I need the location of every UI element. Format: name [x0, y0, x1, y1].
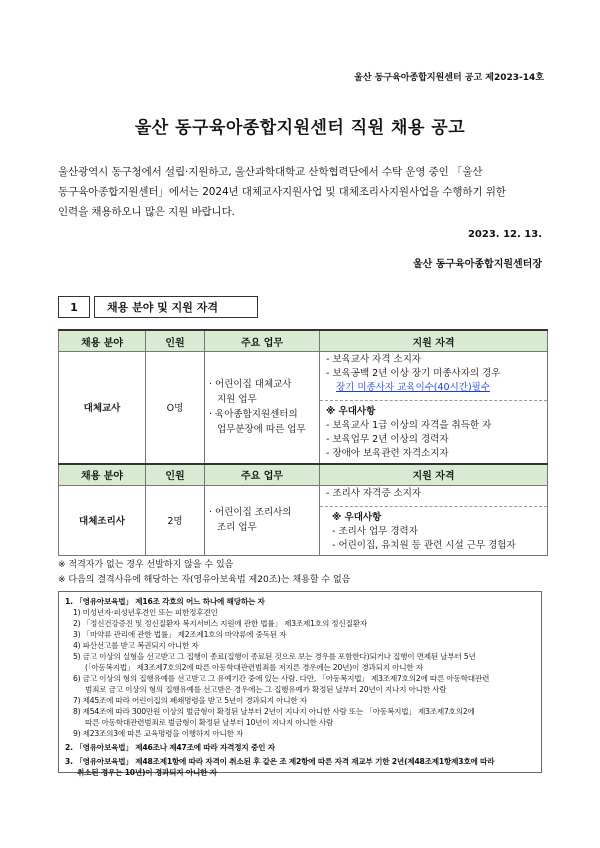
- qualification-cell: [320, 352, 548, 464]
- count-cell: O명: [146, 352, 205, 464]
- preference-title: ※ 우대사항: [332, 512, 382, 523]
- qualification-line: - 보육교사 자격 소지자: [326, 354, 422, 366]
- duty-line: · 육아종합지원센터의: [209, 409, 298, 421]
- preference-title: ※ 우대사항: [326, 406, 376, 418]
- recruitment-table: [58, 329, 548, 556]
- col-header-field: 채용 분야: [59, 464, 146, 486]
- disq-heading: 1. 「영유아보육법」 제16조 각호의 어느 하나에 해당하는 자: [65, 597, 265, 606]
- disq-item: 따른 아동학대관련범죄로 벌금형이 확정된 날부터 10년이 지나지 아니한 사람: [85, 718, 334, 727]
- disq-item: 9) 제23조의3에 따른 교육명령을 이행하지 아니한 자: [73, 729, 244, 738]
- duty-line: 조리 업무: [217, 522, 257, 533]
- intro-line: 인력을 채용하오니 많은 지원 바랍니다.: [58, 206, 235, 218]
- page-title: 울산 동구육아종합지원센터 직원 채용 공고: [134, 118, 466, 138]
- preference-line: - 장애아 보육관련 자격소지자: [326, 448, 449, 460]
- col-header-count: 인원: [146, 464, 205, 486]
- disq-item: 5) 금고 이상의 실형을 선고받고 그 집행이 종료(집행이 종료된 것으로 보는 경우를 포함한다)되거나 집행이 면제된 날부터 5년: [73, 652, 476, 661]
- col-header-duty: 주요 업무: [205, 330, 320, 352]
- col-header-qualification: 지원 자격: [320, 464, 548, 486]
- duty-line: 업무분장에 따른 업무: [217, 424, 306, 436]
- section-title: 채용 분야 및 지원 자격: [94, 296, 258, 318]
- section-header: [58, 296, 258, 318]
- preference-line: - 보육교사 1급 이상의 자격을 취득한 자: [326, 420, 492, 432]
- count-cell: 2명: [146, 485, 205, 555]
- disqualification-box: [58, 591, 542, 777]
- notice-number: 울산 동구육아종합지원센터 공고 제2023-14호: [354, 73, 544, 83]
- disq-item: 범죄로 금고 이상의 형의 집행유예를 선고받은 경우에는 그 집행유예가 확정된 날부터 20년이 지나지 아니한 사람: [85, 685, 447, 694]
- qualification-line: - 보육공백 2년 이상 장기 미종사자의 경우: [326, 368, 501, 380]
- col-header-field: 채용 분야: [59, 330, 146, 352]
- duty-cell: [205, 485, 320, 555]
- intro-line: 동구육아종합지원센터」에서는 2024년 대체교사지원사업 및 대체조리사지원사업을 수행하기 위한: [58, 186, 506, 198]
- intro-paragraph: [58, 162, 548, 222]
- disq-item: 4) 파산선고를 받고 복권되지 아니한 자: [73, 641, 199, 650]
- table-header-row: [59, 330, 548, 352]
- issuer-name: 울산 동구육아종합지원센터장: [412, 259, 542, 270]
- disq-item: 8) 제54조에 따라 300만원 이상의 벌금형이 확정된 날부터 2년이 지나지 아니한 사람 또는 「아동복지법」 제3조제7호의2에: [73, 707, 475, 716]
- qualification-cell: [320, 485, 548, 555]
- col-header-count: 인원: [146, 330, 205, 352]
- disq-item: (「아동복지법」 제3조제7호의2에 따른 아동학대관련범죄를 저지른 경우에는 20년)이 경과되지 아니한 자: [85, 663, 423, 672]
- intro-line: 울산광역시 동구청에서 설립·지원하고, 울산과학대학교 산학협력단에서 수탁 운영 중인 「울산: [58, 166, 483, 178]
- col-header-qualification: 지원 자격: [320, 330, 548, 352]
- note-line: ※ 적격자가 없는 경우 선발하지 않을 수 있음: [58, 560, 234, 570]
- disq-heading: 3. 「영유아보육법」 제48조제1항에 따라 자격이 취소된 후 같은 조 제2항에 따른 자격 재교부 기한 2년(제48조제1항제3호에 따라: [65, 757, 495, 766]
- table-row: [59, 485, 548, 555]
- notice-date: 2023. 12. 13.: [467, 229, 542, 240]
- table-header-row: [59, 464, 548, 486]
- col-header-duty: 주요 업무: [205, 464, 320, 486]
- section-number: 1: [58, 296, 90, 318]
- divider: [320, 400, 547, 401]
- disq-heading: 취소된 경우는 10년)이 경과되지 아니한 자: [77, 768, 217, 777]
- training-requirement-link[interactable]: 장기 미종사자 교육이수(40시간)필수: [336, 382, 491, 394]
- duty-line: · 어린이집 조리사의: [209, 507, 292, 518]
- field-cell: 대체조리사: [59, 485, 146, 555]
- disq-item: 2) 「정신건강증진 및 정신질환자 복지서비스 지원에 관한 법률」 제3조제1호의 정신질환자: [73, 619, 367, 628]
- duty-line: 지원 업무: [217, 394, 257, 406]
- disq-item: 6) 금고 이상의 형의 집행유예를 선고받고 그 유예기간 중에 있는 사람. 다만, 「아동복지법」 제3조제7호의2에 따른 아동학대관련: [73, 674, 490, 683]
- duty-cell: [205, 352, 320, 464]
- preference-line: - 보육업무 2년 이상의 경력자: [326, 434, 449, 446]
- table-row: [59, 352, 548, 464]
- note-line: ※ 다음의 결격사유에 해당하는 자(영유아보육법 제20조)는 채용할 수 없음: [58, 575, 351, 585]
- divider: [320, 506, 547, 507]
- preference-line: - 조리사 업무 경력자: [332, 526, 418, 537]
- disq-heading: 2. 「영유아보육법」 제46조나 제47조에 따라 자격정지 중인 자: [65, 743, 275, 752]
- preference-line: - 어린이집, 유치원 등 관련 시설 근무 경험자: [332, 540, 516, 551]
- disq-item: 3) 「마약류 관리에 관한 법률」 제2조제1호의 마약류에 중독된 자: [73, 630, 287, 639]
- field-cell: 대체교사: [59, 352, 146, 464]
- disq-item: 1) 미성년자·피성년후견인 또는 피한정후견인: [73, 608, 218, 617]
- duty-line: · 어린이집 대체교사: [209, 379, 292, 391]
- qualification-line: - 조리사 자격증 소지자: [326, 488, 422, 499]
- disq-item: 7) 제45조에 따라 어린이집의 폐쇄명령을 받고 5년이 경과되지 아니한 자: [73, 696, 307, 705]
